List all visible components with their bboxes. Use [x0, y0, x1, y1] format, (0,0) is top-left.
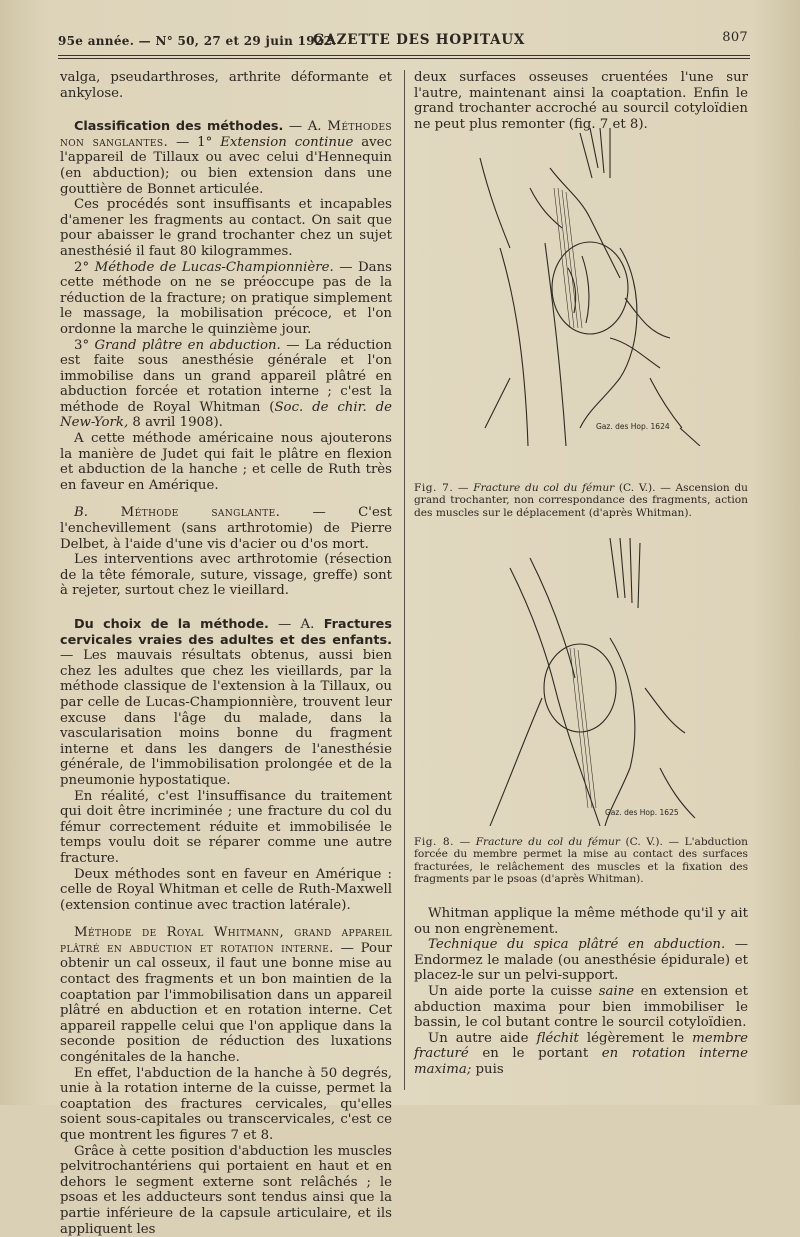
- right-column-top: [414, 70, 748, 132]
- figure-8: [470, 538, 705, 826]
- paragraph: Méthode de Royal Whitmann, grand appareil plâtré en abduction et rotation interne. — Pour obtenir un cal osseux, il faut une bonne mise au contact des fragments et un bon maintien de la coaptation par l'immobilisation dans un appareil plâtré en abduction et en rotation interne. Cet appareil rappelle celui que l'on applique dans la seconde position de réduction des luxations congénitales de la hanche.: [60, 925, 392, 1066]
- figure-8-caption: Fig. 8. — Fracture du col du fémur (C. V.). — L'abduction forcée du membre permet la mise au contact des surfaces fracturées, le relâchement des muscles et la fixation des fragments par le psoas (d'après Whitman).: [414, 836, 748, 886]
- subheading: Méthode de Royal Whitmann, grand appareil plâtré en abduction et rotation interne.: [60, 925, 392, 956]
- page-header: [58, 30, 748, 52]
- paragraph: valga, pseudarthroses, arthrite déformante et ankylose.: [60, 70, 392, 101]
- figure-credit: Gaz. des Hop. 1624: [596, 422, 670, 431]
- paragraph: Deux méthodes sont en faveur en Amérique : celle de Royal Whitman et celle de Ruth-Maxwell (extension continue avec traction latérale).: [60, 866, 392, 913]
- paragraph-classification: Classification des méthodes. — A. Méthodes non sanglantes. — 1° Extension continue avec l'appareil de Tillaux ou avec celui d'Hennequin (en abduction); ou bien extension dans une gouttière de Bonnet articulée.: [60, 119, 392, 197]
- figure-credit: Gaz. des Hop. 1625: [605, 808, 679, 817]
- paragraph: Un aide porte la cuisse saine en extension et abduction maxima pour bien immobiliser le bassin, le col butant contre le sourcil cotyloïdien.: [414, 983, 748, 1031]
- paragraph: 2° Méthode de Lucas-Championnière. — Dans cette méthode on ne se préoccupe pas de la réduction de la fracture; on pratique simplement le massage, la mobilisation précoce, et l'on ordonne la marche le quinzième jour.: [60, 259, 392, 337]
- paragraph: Les interventions avec arthrotomie (résection de la tête fémorale, suture, vissage, greffe) sont à rejeter, surtout chez le vieillard.: [60, 552, 392, 599]
- paragraph: 3° Grand plâtre en abduction. — La réduction est faite sous anesthésie générale et l'on immobilise dans un grand appareil plâtré en abduction forcée et rotation interne ; c'est la méthode de Royal Whitman (Soc. de chir. de New-York, 8 avril 1908).: [60, 337, 392, 431]
- header-rule-top: [58, 55, 750, 56]
- figure-7: [470, 128, 705, 446]
- paragraph: deux surfaces osseuses cruentées l'une sur l'autre, maintenant ainsi la coaptation. Enfin le grand trochanter accroché au sourcil cotyloïdien ne peut plus remonter (fig. 7 et 8).: [414, 70, 748, 132]
- journal-title: GAZETTE DES HOPITAUX: [313, 32, 526, 48]
- page-number: 807: [722, 30, 748, 45]
- section-heading: Classification des méthodes.: [74, 119, 284, 135]
- paragraph: Technique du spica plâtré en abduction. — Endormez le malade (ou anesthésie épidurale) et placez-le sur un pelvi-support.: [414, 937, 748, 984]
- header-rule-bottom: [58, 58, 750, 59]
- section-heading: Du choix de la méthode.: [74, 617, 269, 632]
- paragraph: En réalité, c'est l'insuffisance du traitement qui doit être incriminée ; une fracture du col du fémur correctement réduite et immobilisée le temps voulu doit se réparer comme une autre fracture.: [60, 788, 392, 866]
- subheading: Méthode sanglante.: [88, 505, 281, 521]
- paragraph: A cette méthode américaine nous ajouterons la manière de Judet qui fait le plâtre en flexion et abduction de la hanche ; et celle de Ruth très en faveur en Amérique.: [60, 431, 392, 493]
- subheading: Fractures cervicales vraies des adultes et des enfants.: [60, 617, 392, 648]
- left-column: [60, 70, 392, 1237]
- paragraph: Whitman applique la même méthode qu'il y ait ou non engrènement.: [414, 906, 748, 937]
- paragraph: B. Méthode sanglante. — C'est l'enchevillement (sans arthrotomie) de Pierre Delbet, à l'aide d'une vis d'acier ou d'os mort.: [60, 505, 392, 552]
- column-divider: [404, 70, 405, 1090]
- paragraph: Un autre aide fléchit légèrement le membre fracturé en le portant en rotation interne maxima; puis: [414, 1030, 748, 1077]
- figure-7-caption: Fig. 7. — Fracture du col du fémur (C. V.). — Ascension du grand trochanter, non correspondance des fragments, action des muscles sur le déplacement (d'après Whitman).: [414, 482, 748, 519]
- subheading: Méthodes non sanglantes.: [60, 119, 392, 150]
- paragraph: Grâce à cette position d'abduction les muscles pelvitrochantériens qui portaient en haut et en dehors le segment externe sont relâchés ; le psoas et les adducteurs sont tendus ainsi que la partie inférieure de la capsule articulaire, et ils appliquent les: [60, 1143, 392, 1237]
- paragraph: En effet, l'abduction de la hanche à 50 degrés, unie à la rotation interne de la cuisse, permet la coaptation des fractures cervicales, qu'elles soient sous-capitales ou transcervicales, c'est ce que montrent les figures 7 et 8.: [60, 1065, 392, 1143]
- right-column-bottom: [414, 906, 748, 1078]
- hip-fracture-illustration: [470, 128, 705, 446]
- paragraph-choice: Du choix de la méthode. — A. Fractures cervicales vraies des adultes et des enfants. — Les mauvais résultats obtenus, aussi bien chez les adultes que chez les vieillards, par la méthode classique de l'extension à la Tillaux, ou par celle de Lucas-Championnière, trouvent leur excuse dans l'âge du malade, dans la vascularisation moins bonne du fragment interne et dans les dangers de l'anesthésie générale, de l'immobilisation prolongée et de la pneumonie hypostatique.: [60, 617, 392, 788]
- paragraph: Ces procédés sont insuffisants et incapables d'amener les fragments au contact. On sait que pour abaisser le grand trochanter chez un sujet anesthésié il faut 80 kilogrammes.: [60, 197, 392, 259]
- hip-abduction-illustration: [470, 538, 705, 826]
- issue-info: 95e année. — N° 50, 27 et 29 juin 1922.: [58, 34, 337, 48]
